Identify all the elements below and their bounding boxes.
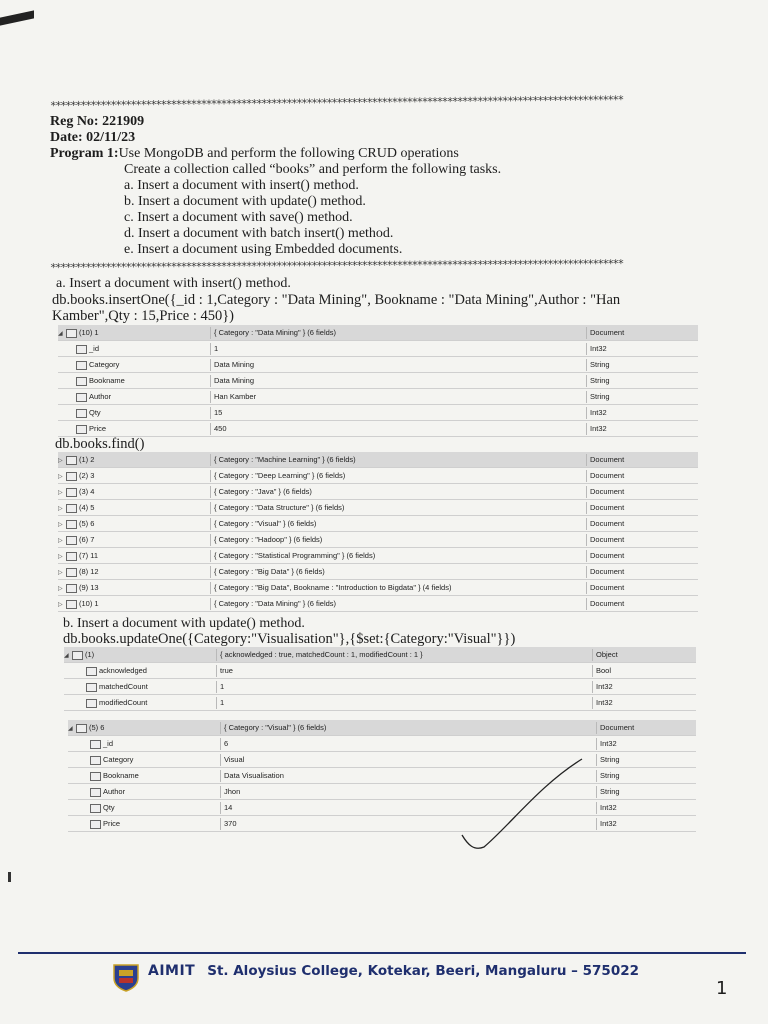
scan-corner-mark (0, 10, 34, 25)
insert-code-line1: db.books.insertOne({_id : 1,Category : "Data Mining", Bookname : "Data Mining",Author : "Han (52, 292, 621, 308)
row-type: Document (586, 582, 650, 594)
row-value: 1 (210, 343, 584, 355)
document-icon (66, 600, 77, 609)
row-value: Jhon (220, 786, 594, 798)
string-field-icon (90, 772, 101, 781)
row-key: (4) 5 (79, 503, 95, 512)
string-field-icon (90, 788, 101, 797)
row-value: { Category : "Big Data" } (6 fields) (210, 566, 584, 578)
row-key: modifiedCount (99, 698, 148, 707)
table-row[interactable] (68, 752, 696, 768)
row-value: { Category : "Data Mining" } (6 fields) (210, 598, 584, 610)
row-key: Author (103, 787, 126, 796)
row-type: String (586, 359, 650, 371)
row-type: Int32 (586, 343, 650, 355)
row-key: Category (89, 360, 120, 369)
row-type: Int32 (596, 802, 660, 814)
row-key: Price (89, 424, 107, 433)
document-icon (66, 504, 77, 513)
row-type: Document (596, 722, 660, 734)
row-key: Qty (89, 408, 101, 417)
row-type: Document (586, 486, 650, 498)
int-field-icon (90, 804, 101, 813)
college-address: St. Aloysius College, Kotekar, Beeri, Mangaluru – 575022 (207, 963, 639, 979)
int-field-icon (76, 345, 87, 354)
program-label: Program 1: (50, 146, 119, 161)
reg-no: Reg No: 221909 (50, 114, 145, 129)
row-value: 1 (216, 681, 590, 693)
update-result-table (64, 647, 696, 711)
find-result-table (58, 452, 698, 612)
table-row[interactable] (58, 452, 698, 468)
row-key: (10) 1 (79, 599, 99, 608)
row-value: 1 (216, 697, 590, 709)
table-row[interactable] (68, 816, 696, 832)
table-row[interactable] (58, 580, 698, 596)
row-type: Document (586, 327, 650, 339)
row-value: { Category : "Big Data", Bookname : "Introduction to Bigdata" } (4 fields) (210, 582, 584, 594)
string-field-icon (90, 756, 101, 765)
row-key: (1) (85, 650, 95, 659)
expand-triangle-icon[interactable]: ◢ (64, 653, 69, 659)
row-key: (5) 6 (89, 723, 105, 732)
row-type: String (596, 786, 660, 798)
row-key: acknowledged (99, 666, 147, 675)
table-row[interactable] (68, 736, 696, 752)
task-d: d. Insert a document with batch insert() method. (124, 226, 394, 241)
document-icon (66, 488, 77, 497)
table-row[interactable] (58, 357, 698, 373)
expand-triangle-icon[interactable]: ◢ (58, 331, 63, 337)
object-icon (72, 651, 83, 660)
document-icon (66, 584, 77, 593)
table-row[interactable] (58, 484, 698, 500)
table-row[interactable] (58, 468, 698, 484)
row-key: Category (103, 755, 134, 764)
page-number: 1 (716, 978, 728, 999)
program-text: Use MongoDB and perform the following CRUD operations (118, 146, 459, 161)
row-value: 6 (220, 738, 594, 750)
int-field-icon (86, 683, 97, 692)
table-row[interactable] (58, 532, 698, 548)
table-row[interactable] (58, 389, 698, 405)
row-key: Price (103, 819, 121, 828)
int-field-icon (90, 740, 101, 749)
separator-stars-top: ****************************************************************************************************************** (49, 93, 623, 113)
document-icon (66, 329, 77, 338)
table-row[interactable] (64, 647, 696, 663)
aimit-logo-text: AIMIT (148, 963, 196, 979)
table-row[interactable] (58, 500, 698, 516)
row-value: 370 (220, 818, 594, 830)
row-value: { Category : "Hadoop" } (6 fields) (210, 534, 584, 546)
bool-field-icon (86, 667, 97, 676)
row-key: (9) 13 (79, 583, 99, 592)
row-key: (10) 1 (79, 328, 99, 337)
row-value: { Category : "Statistical Programming" } (6 fields) (210, 550, 584, 562)
row-type: Document (586, 454, 650, 466)
task-a: a. Insert a document with insert() method. (124, 178, 359, 193)
row-key: (6) 7 (79, 535, 95, 544)
row-value: { Category : "Visual" } (6 fields) (210, 518, 584, 530)
table-row[interactable] (64, 695, 696, 711)
row-value: Han Kamber (210, 391, 584, 403)
row-value: { Category : "Data Mining" } (6 fields) (210, 327, 584, 339)
row-key: (1) 2 (79, 455, 95, 464)
row-type: String (596, 754, 660, 766)
expand-triangle-icon[interactable]: ▷ (58, 586, 63, 592)
row-key: Bookname (103, 771, 139, 780)
insert-code-line2: Kamber",Qty : 15,Price : 450}) (52, 308, 235, 324)
row-value: Data Visualisation (220, 770, 594, 782)
find-code-line: db.books.find() (55, 436, 145, 452)
expand-triangle-icon[interactable]: ▷ (58, 602, 63, 608)
row-type: Object (592, 649, 656, 661)
row-type: Document (586, 598, 650, 610)
row-type: Document (586, 566, 650, 578)
table-row[interactable] (58, 421, 698, 437)
row-value: true (216, 665, 590, 677)
row-type: Document (586, 534, 650, 546)
update-code-line: db.books.updateOne({Category:"Visualisation"},{$set:{Category:"Visual"}}) (63, 631, 516, 647)
table-row[interactable] (64, 663, 696, 679)
row-key: _id (89, 344, 100, 353)
task-e: e. Insert a document using Embedded documents. (124, 242, 403, 257)
table-row[interactable] (64, 679, 696, 695)
row-value: { Category : "Data Structure" } (6 fields) (210, 502, 584, 514)
expand-triangle-icon[interactable]: ▷ (58, 554, 63, 560)
table-row[interactable] (68, 800, 696, 816)
document-icon (66, 520, 77, 529)
row-key: (3) 4 (79, 487, 95, 496)
date: Date: 02/11/23 (50, 130, 136, 145)
int-field-icon (76, 425, 87, 434)
table-row[interactable] (58, 341, 698, 357)
row-key: (5) 6 (79, 519, 95, 528)
row-type: Document (586, 470, 650, 482)
footer (110, 963, 639, 979)
task-c: c. Insert a document with save() method. (124, 210, 353, 225)
row-type: String (586, 391, 650, 403)
row-key: Author (89, 392, 112, 401)
row-key: (2) 3 (79, 471, 95, 480)
table-row[interactable] (58, 325, 698, 341)
table-row[interactable] (58, 405, 698, 421)
row-type: Document (586, 550, 650, 562)
row-value: Data Mining (210, 375, 584, 387)
row-value: Visual (220, 754, 594, 766)
program-line (50, 146, 459, 162)
document-icon (76, 724, 87, 733)
handwritten-checkmark-icon (460, 755, 590, 855)
row-type: Int32 (596, 738, 660, 750)
collection-line: Create a collection called “books” and perform the following tasks. (124, 162, 502, 177)
expand-triangle-icon[interactable]: ◢ (68, 726, 73, 732)
row-value: 15 (210, 407, 584, 419)
table-row[interactable] (58, 373, 698, 389)
row-type: Int32 (592, 697, 656, 709)
expand-triangle-icon[interactable]: ▷ (58, 474, 63, 480)
expand-triangle-icon[interactable]: ▷ (58, 570, 63, 576)
string-field-icon (76, 393, 87, 402)
row-type: Int32 (586, 407, 650, 419)
string-field-icon (76, 361, 87, 370)
row-type: String (596, 770, 660, 782)
row-type: Int32 (592, 681, 656, 693)
row-value: 14 (220, 802, 594, 814)
section-a-heading: a. Insert a document with insert() method. (56, 276, 291, 291)
row-type: Bool (592, 665, 656, 677)
row-type: String (586, 375, 650, 387)
footer-rule (18, 952, 746, 954)
row-type: Int32 (586, 423, 650, 435)
scan-speck (8, 872, 11, 882)
row-key: Bookname (89, 376, 125, 385)
table-row[interactable] (68, 784, 696, 800)
row-type: Document (586, 518, 650, 530)
updated-document-table (68, 720, 696, 832)
row-type: Document (586, 502, 650, 514)
table-row[interactable] (58, 564, 698, 580)
table-row[interactable] (68, 720, 696, 736)
table-row[interactable] (58, 548, 698, 564)
row-value: { Category : "Java" } (6 fields) (210, 486, 584, 498)
table-row[interactable] (58, 516, 698, 532)
document-icon (66, 536, 77, 545)
row-value: { Category : "Deep Learning" } (6 fields) (210, 470, 584, 482)
row-value: { acknowledged : true, matchedCount : 1, modifiedCount : 1 } (216, 649, 590, 661)
task-b: b. Insert a document with update() method. (124, 194, 366, 209)
int-field-icon (86, 699, 97, 708)
row-key: (8) 12 (79, 567, 99, 576)
table-row[interactable] (68, 768, 696, 784)
int-field-icon (90, 820, 101, 829)
row-value: 450 (210, 423, 584, 435)
expand-triangle-icon[interactable]: ▷ (58, 506, 63, 512)
row-key: Qty (103, 803, 115, 812)
expand-triangle-icon[interactable]: ▷ (58, 538, 63, 544)
insert-result-table (58, 325, 698, 437)
int-field-icon (76, 409, 87, 418)
row-key: (7) 11 (79, 551, 99, 560)
row-key: _id (103, 739, 114, 748)
expand-triangle-icon[interactable]: ▷ (58, 522, 63, 528)
row-value: { Category : "Visual" } (6 fields) (220, 722, 594, 734)
document-icon (66, 472, 77, 481)
row-type: Int32 (596, 818, 660, 830)
row-value: { Category : "Machine Learning" } (6 fields) (210, 454, 584, 466)
document-icon (66, 456, 77, 465)
string-field-icon (76, 377, 87, 386)
expand-triangle-icon[interactable]: ▷ (58, 490, 63, 496)
row-value: Data Mining (210, 359, 584, 371)
expand-triangle-icon[interactable]: ▷ (58, 458, 63, 464)
document-icon (66, 552, 77, 561)
row-key: matchedCount (99, 682, 148, 691)
section-b-heading: b. Insert a document with update() method. (63, 616, 305, 631)
separator-stars-bottom: ****************************************************************************************************************** (49, 257, 623, 275)
document-icon (66, 568, 77, 577)
table-row[interactable] (58, 596, 698, 612)
